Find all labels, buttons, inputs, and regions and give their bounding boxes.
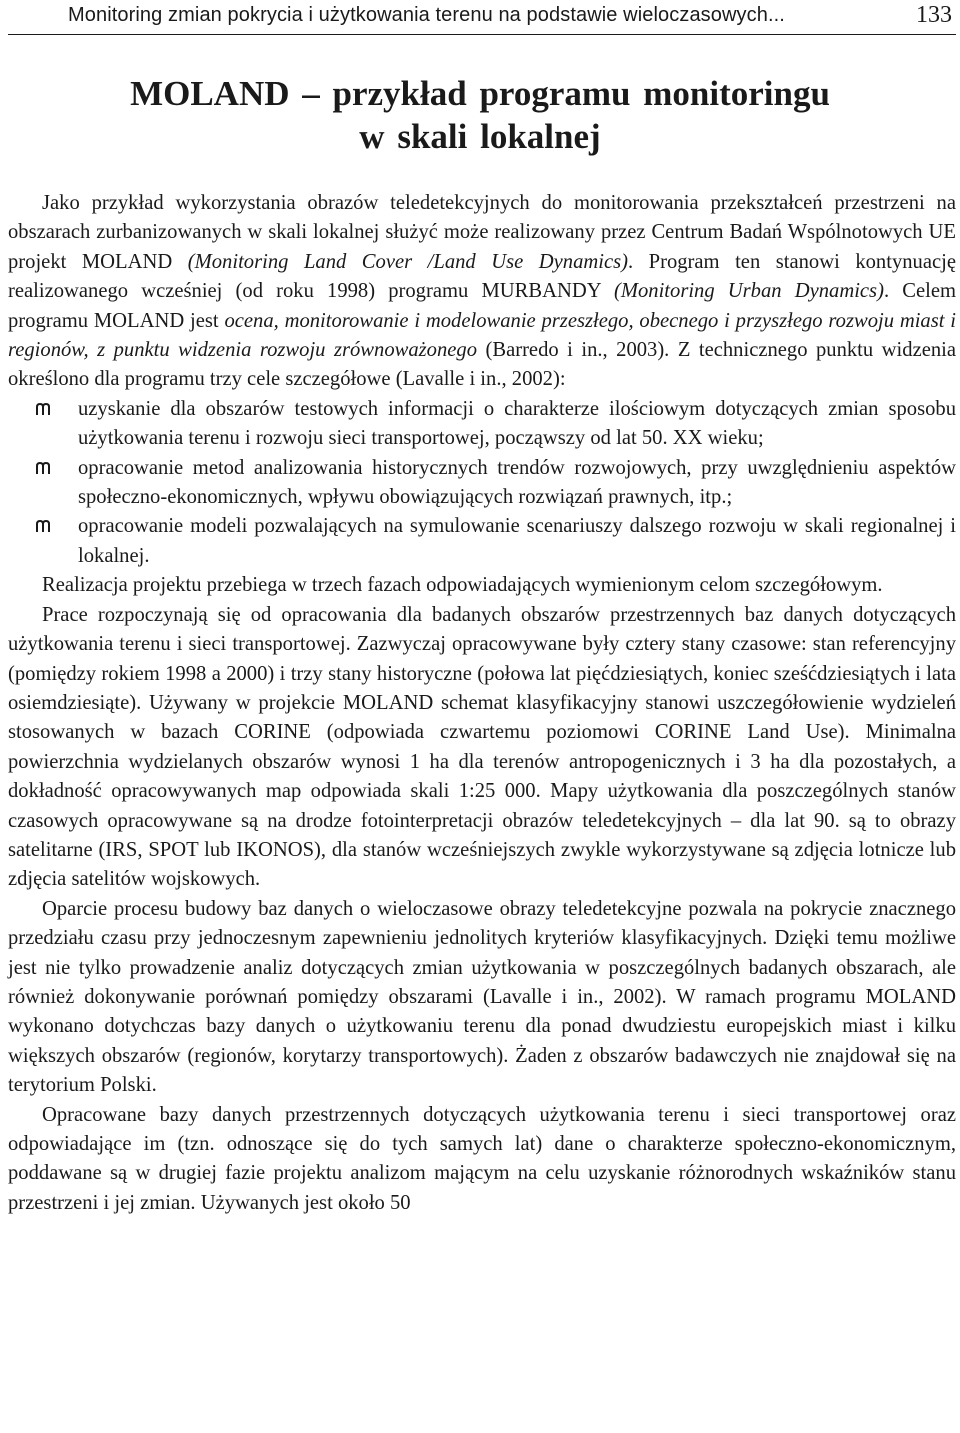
- paragraph-intro: [8, 189, 956, 395]
- list-item-text: opracowanie metod analizowania historycznych trendów rozwojowych, przy uwzględnieniu aspektów społeczno-ekonomicznych, wpływu obowiązujących rozwiązań prawnych, itp.;: [78, 456, 956, 509]
- running-header: [8, 0, 956, 35]
- intro-italic-murbandy-expansion: (Monitoring Urban Dynamics): [613, 280, 884, 303]
- intro-italic-moland-expansion: (Monitoring Land Cover /Land Use Dynamics): [187, 250, 628, 273]
- list-item-text: uzyskanie dla obszarów testowych informacji o charakterze ilościowym dotyczących zmian sposobu użytkowania terenu i rozwoju sieci transportowej, począwszy od lat 50. XX wieku;: [78, 397, 956, 450]
- section-title: [0, 72, 960, 158]
- objectives-list: [8, 395, 956, 571]
- intro-text-g: (Barredo i in., 2003). Z technicznego punktu widzenia określono dla programu trzy cele szczegółowe (Lavalle i in., 2002):: [8, 339, 957, 391]
- running-title: Monitoring zmian pokrycia i użytkowania terenu na podstawie wieloczasowych...: [68, 4, 785, 26]
- page-number: 133: [916, 2, 952, 28]
- paragraph-analysis: Opracowane bazy danych przestrzennych dotyczących użytkowania terenu i sieci transportowej oraz odpowiadające im (tzn. odnoszące się do tych samych lat) dane o charakterze społeczno-ekonomicznym, poddawane są w drugiej fazie projektu analizom mającym na celu uzyskanie różnorodnych wskaźników stanu przestrzeni i jej zmian. Używanych jest około 50: [8, 1103, 956, 1214]
- intro-italic-goal: ocena, monitorowanie i modelowanie przeszłego, obecnego i przyszłego rozwoju miast i regionów, z punktu widzenia rozwoju zrównoważonego: [8, 309, 956, 362]
- intro-text-e: . Celem programu MOLAND jest: [8, 280, 956, 332]
- body-text: [8, 189, 956, 1218]
- bullet-icon: [36, 403, 50, 416]
- list-item-text: opracowanie modeli pozwalających na symulowanie scenariuszy dalszego rozwoju w skali regionalnej i lokalnej.: [78, 515, 956, 567]
- paragraph-databases: Prace rozpoczynają się od opracowania dla badanych obszarów przestrzennych baz danych dotyczących użytkowania terenu i sieci transportowej. Zazwyczaj opracowywane były cztery stany czasowe: stan referencyjny (pomiędzy rokiem 1998 a 2000) i trzy stany historyczne (połowa lat pięćdziesiątych, koniec sześćdziesiątych i lata osiemdziesiąte). Używany w projekcie MOLAND schemat klasyfikacyjny stanowi uszczegółowienie wydzieleń stosowanych w bazach CORINE (odpowiada czwartemu poziomowi CORINE Land Use). Minimalna powierzchnia wydzielanych obszarów wynosi 1 ha dla terenów antropogenicznych i 3 ha dla pozostałych, a dokładność opracowywanych map odpowiada skali 1:25 000. Mapy użytkowania dla poszczególnych stanów czasowych opracowywane są na drodze fotointerpretacji obrazów teledetekcyjnych – dla lat 90. są to obrazy satelitarne (IRS, SPOT lub IKONOS), dla stanów wcześniejszych zwykle wykorzystywane są zdjęcia lotnicze lub zdjęcia satelitów wojskowych.: [8, 603, 956, 891]
- paragraph-phases: Realizacja projektu przebiega w trzech fazach odpowiadających wymienionym celom szczegółowym.: [42, 574, 883, 597]
- list-item: [8, 395, 956, 454]
- section-title-line-1: MOLAND – przykład programu monitoringu: [130, 74, 830, 113]
- intro-text-c: . Program ten stanowi kontynuację realizowanego wcześniej (od roku 1998) programu MURBANDY: [8, 250, 956, 303]
- intro-text-a: Jako przykład wykorzystania obrazów teledetekcyjnych do monitorowania przekształceń przestrzeni na obszarach zurbanizowanych w skali lokalnej służyć może realizowany przez Centrum Badań Wspólnotowych UE projekt MOLAND: [8, 192, 956, 273]
- list-item: [8, 454, 956, 513]
- bullet-icon: [36, 520, 50, 533]
- list-item: [8, 512, 956, 571]
- paragraph-multitemporal: Oparcie procesu budowy baz danych o wieloczasowe obrazy teledetekcyjne pozwala na pokrycie znacznego przedziału czasu przy jednoczesnym zapewnieniu jednolitych kryteriów klasyfikacyjnych. Dzięki temu możliwe jest nie tylko prowadzenie analiz dotyczących zmian użytkowania w poszczególnych badanych obszarach, ale również dokonywanie porównań pomiędzy obszarami (Lavalle i in., 2002). W ramach programu MOLAND wykonano dotychczas bazy danych o użytkowaniu terenu dla ponad dwudziestu europejskich miast i kilku większych obszarów (regionów, korytarzy transportowych). Żaden z obszarów badawczych nie znajdował się na terytorium Polski.: [8, 897, 956, 1097]
- section-title-line-2: w skali lokalnej: [359, 117, 601, 156]
- bullet-icon: [36, 462, 50, 475]
